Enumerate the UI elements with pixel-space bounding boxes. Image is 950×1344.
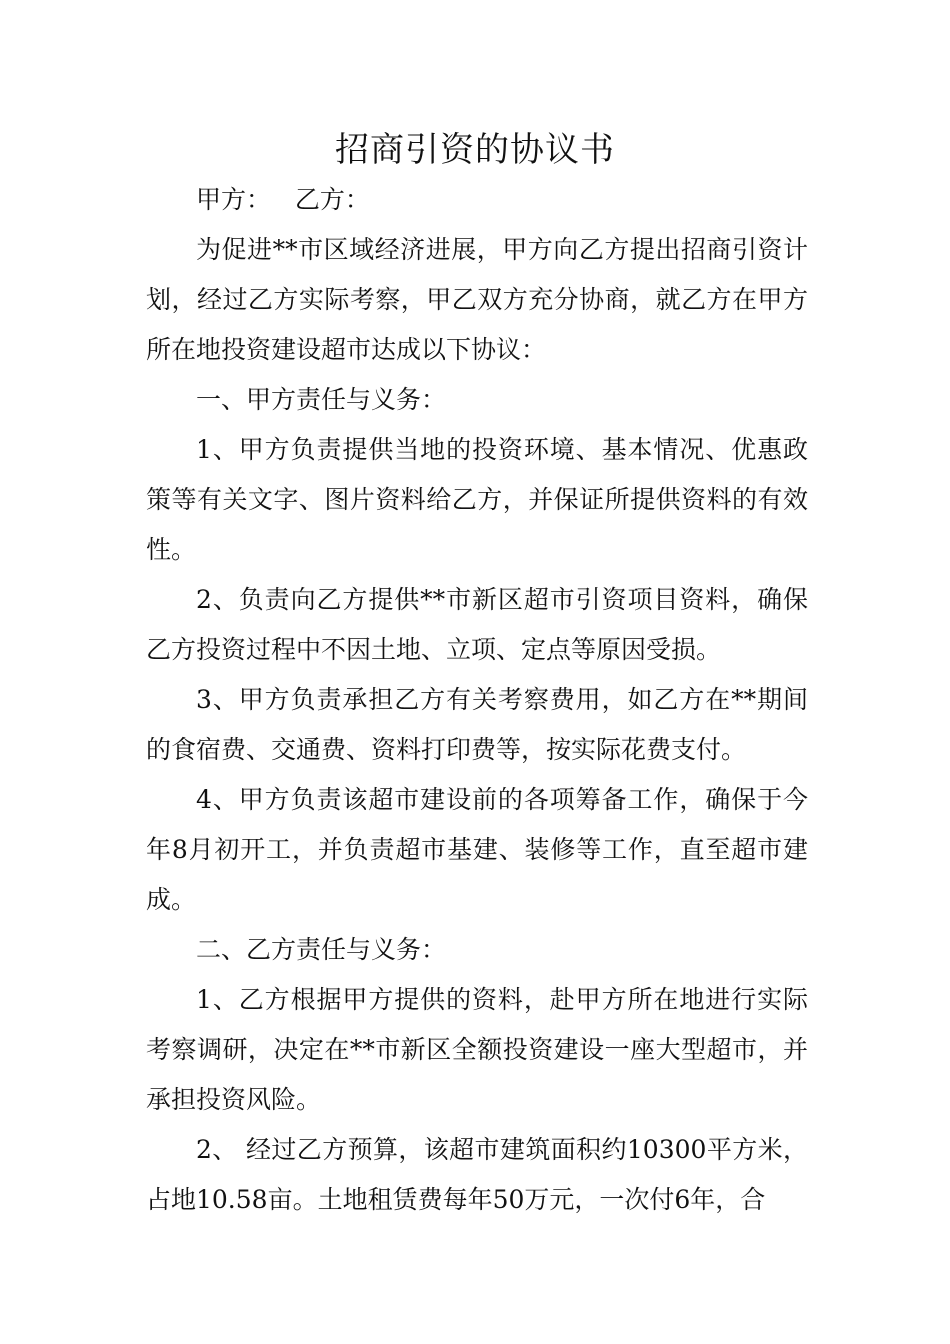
section-1-item-3: 3、甲方负责承担乙方有关考察费用，如乙方在**期间的食宿费、交通费、资料打印费等，按实际花费支付。 — [146, 685, 808, 764]
section-2-item-1: 1、乙方根据甲方提供的资料，赴甲方所在地进行实际考察调研，决定在**市新区全额投资建设一座大型超市，并承担投资风险。 — [146, 985, 808, 1114]
document-title: 招商引资的协议书 — [335, 130, 615, 170]
section-1-item-1: 1、甲方负责提供当地的投资环境、基本情况、优惠政策等有关文字、图片资料给乙方，并保证所提供资料的有效性。 — [146, 435, 808, 564]
section-1-item-4: 4、甲方负责该超市建设前的各项筹备工作，确保于今年8月初开工，并负责超市基建、装修等工作，直至超市建成。 — [146, 785, 808, 914]
document-body — [146, 175, 808, 1225]
parties-line: 甲方： 乙方： — [196, 185, 370, 214]
section-2-heading: 二、乙方责任与义务： — [196, 935, 447, 964]
section-2-item-2: 2、 经过乙方预算，该超市建筑面积约10300平方米，占地10.58亩。土地租赁费每年50万元，一次付6年，合 — [146, 1135, 808, 1214]
section-1-heading: 一、甲方责任与义务： — [196, 385, 447, 414]
intro-paragraph: 为促进**市区域经济进展，甲方向乙方提出招商引资计划，经过乙方实际考察，甲乙双方充分协商，就乙方在甲方所在地投资建设超市达成以下协议： — [146, 235, 808, 364]
section-1-item-2: 2、负责向乙方提供**市新区超市引资项目资料，确保乙方投资过程中不因土地、立项、定点等原因受损。 — [146, 585, 808, 664]
